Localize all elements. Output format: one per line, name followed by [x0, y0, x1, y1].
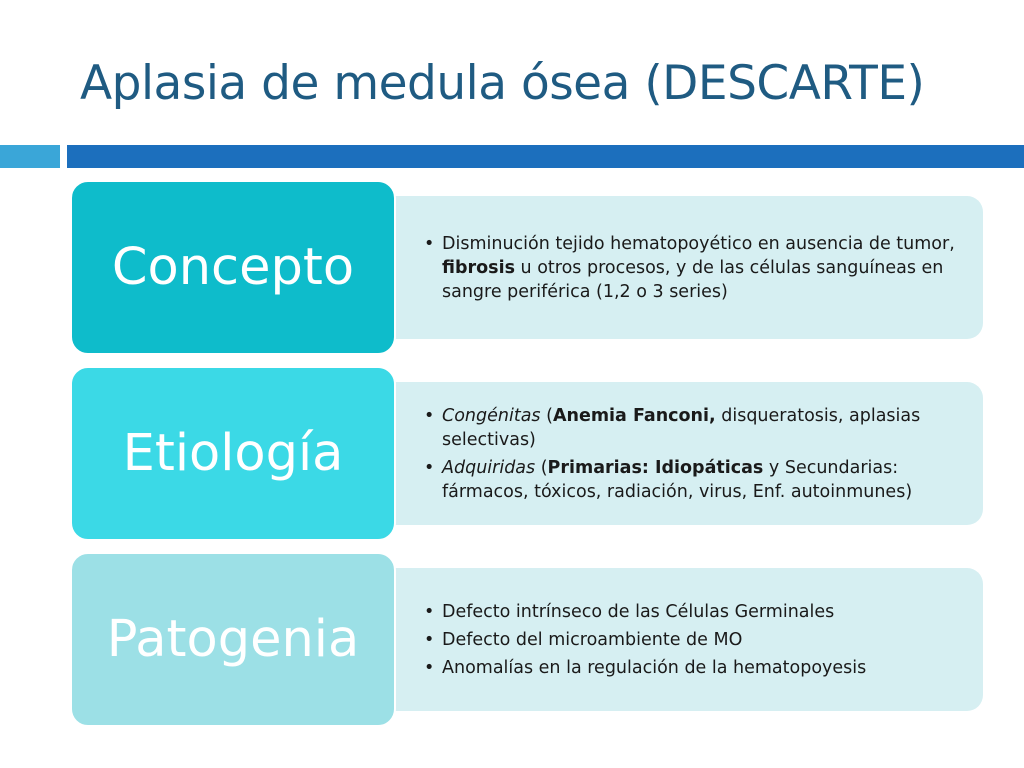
etiologia-label: Etiología [70, 366, 396, 541]
concepto-bullet-1 [424, 232, 963, 304]
etiologia-bullet-1 [424, 404, 963, 452]
patogenia-bullet-2: • Defecto del microambiente de MO [424, 628, 963, 652]
concepto-bullet-list [424, 232, 963, 304]
bullet-text: ( [535, 457, 548, 478]
bullet-bold-text: fibrosis [442, 257, 515, 278]
section-concepto [0, 180, 1024, 355]
bullet-italic-text: Congénitas [442, 405, 541, 426]
section-etiologia [0, 366, 1024, 541]
etiologia-panel [360, 382, 983, 525]
bullet-bold-text: Anemia Fanconi, [552, 405, 716, 426]
bullet-bold-text: Primarias: Idiopáticas [547, 457, 764, 478]
etiologia-bullet-list [424, 404, 963, 504]
bullet-text: disqueratosis, aplasias selectivas) [442, 405, 921, 450]
slide-title: Aplasia de medula ósea (DESCARTE) [80, 56, 925, 111]
bullet-text: u otros procesos, y de las células sanguíneas en sangre periférica (1,2 o 3 series) [442, 257, 944, 302]
bullet-text: ( [540, 405, 553, 426]
patogenia-bullet-list [424, 600, 963, 680]
patogenia-panel [360, 568, 983, 711]
patogenia-bullet-1: • Defecto intrínseco de las Células Germinales [424, 600, 963, 624]
concepto-panel [360, 196, 983, 339]
patogenia-label: Patogenia [70, 552, 396, 727]
bullet-text: y Secundarias: fármacos, tóxicos, radiación, virus, Enf. autoinmunes) [442, 457, 913, 502]
concepto-label: Concepto [70, 180, 396, 355]
bullet-italic-text: Adquiridas [442, 457, 536, 478]
section-patogenia [0, 552, 1024, 727]
bullet-text: Disminución tejido hematopoyético en ausencia de tumor, [442, 233, 955, 254]
accent-bar-left [0, 145, 60, 168]
etiologia-bullet-2 [424, 456, 963, 504]
accent-bar-right [67, 145, 1024, 168]
patogenia-bullet-3: • Anomalías en la regulación de la hematopoyesis [424, 656, 963, 680]
